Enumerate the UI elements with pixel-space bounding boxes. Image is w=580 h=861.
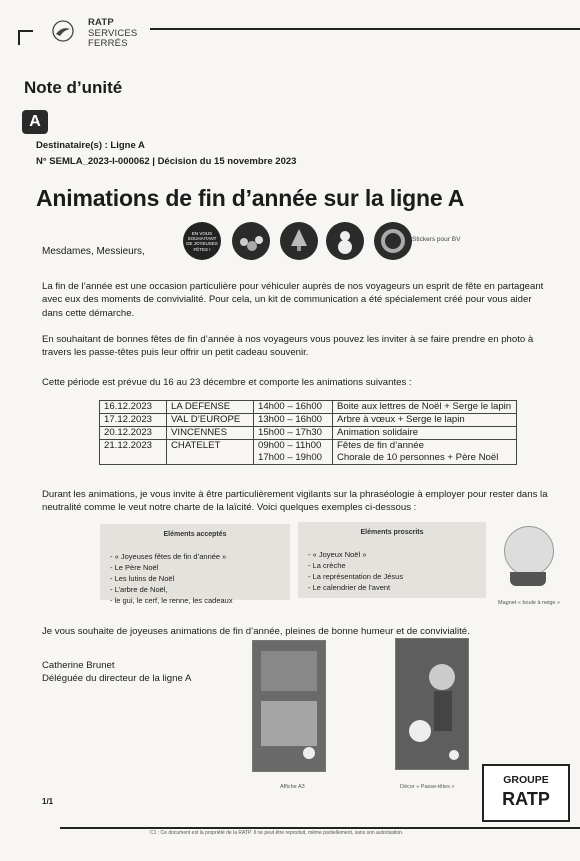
table-row (100, 401, 517, 414)
accepted-title: Eléments acceptés (163, 531, 227, 538)
time-cell: 14h00 – 16h00 (254, 401, 333, 414)
closing-paragraph: Je vous souhaite de joyeuses animations de fin d’année, pleines de bonne humeur et de convivialité. (42, 626, 470, 637)
list-item: - La représentation de Jésus (308, 571, 403, 582)
station-cell: VINCENNES (167, 427, 254, 440)
station-cell: VAL D’EUROPE (167, 414, 254, 427)
accepted-box (100, 524, 290, 605)
list-item: - le gui, le cerf, le renne, les cadeaux (110, 595, 233, 606)
time-cell: 09h00 – 11h00 17h00 – 19h00 (254, 440, 333, 465)
recipients: Destinataire(s) : Ligne A (36, 140, 145, 151)
period-paragraph: Cette période est prévue du 16 au 23 décembre et comporte les animations suivantes : (42, 377, 412, 388)
snow-globe-icon (504, 526, 554, 576)
signature-role: Déléguée du directeur de la ligne A (42, 673, 192, 684)
page-title: Animations de fin d’année sur la ligne A (36, 185, 465, 211)
forbidden-box (298, 522, 486, 598)
list-item: - L’arbre de Noël, (110, 584, 233, 595)
poster-a3-image (252, 640, 326, 772)
sticker-tree-icon (280, 222, 318, 260)
station-cell: CHATELET (167, 440, 254, 465)
sticker-snowman-icon (326, 222, 364, 260)
signature-name: Catherine Brunet (42, 660, 115, 671)
table-row (100, 440, 517, 465)
vigilance-paragraph: Durant les animations, je vous invite à être particulièrement vigilants sur la phraséologie à employer pour rester dans la neutralité comme le veut notre charte de la laïcité. Voici quelques exemples ci-dessous : (42, 489, 548, 514)
page-number: 1/1 (42, 797, 54, 806)
table-row (100, 414, 517, 427)
list-item: - La crèche (308, 560, 403, 571)
date-cell: 16.12.2023 (100, 401, 167, 414)
sticker-ornaments-icon (232, 222, 270, 260)
date-cell: 20.12.2023 (100, 427, 167, 440)
forbidden-list (308, 549, 403, 593)
date-cell: 21.12.2023 (100, 440, 167, 465)
note-title: Note d’unité (24, 78, 123, 97)
poster-a3-caption: Affiche A3 (280, 784, 305, 790)
snow-globe-base (510, 572, 546, 586)
top-rule (150, 28, 580, 30)
animation-schedule (99, 400, 517, 465)
list-item: - « Joyeux Noël » (308, 549, 403, 560)
list-item: - Les lutins de Noël (110, 573, 233, 584)
photo-booth-caption: Décor « Passe-têtes » (400, 784, 455, 790)
footer-note: C1 : Ce document est la propriété de la RATP. Il ne peut être reproduit, même partiellement, sans son autorisation. (150, 830, 404, 836)
time-cell: 15h00 – 17h30 (254, 427, 333, 440)
table-row (100, 427, 517, 440)
activity-cell: Arbre à vœux + Serge le lapin (333, 414, 517, 427)
ratp-logo-text: RATP SERVICES FERRÉS (88, 17, 138, 49)
line-badge: A (22, 110, 48, 134)
reference: N° SEMLA_2023-I-000062 | Décision du 15 novembre 2023 (36, 156, 297, 167)
date-cell: 17.12.2023 (100, 414, 167, 427)
list-item: - Le calendrier de l’avent (308, 582, 403, 593)
list-item: - « Joyeuses fêtes de fin d’année » (110, 551, 233, 562)
forbidden-title: Eléments proscrits (360, 529, 424, 536)
bottom-rule (60, 827, 580, 829)
activity-cell: Fêtes de fin d’année Chorale de 10 personnes + Père Noël (333, 440, 517, 465)
station-cell: LA DEFENSE (167, 401, 254, 414)
photo-paragraph: En souhaitant de bonnes fêtes de fin d’année à nos voyageurs vous pouvez les inviter à se faire prendre en photo à travers les passe-têtes puis leur offrir un petit cadeau souvenir. (42, 334, 534, 359)
photo-booth-decor-image (395, 638, 469, 770)
magnet-caption: Magnet « boule à neige » (498, 600, 561, 606)
corner-bracket (18, 30, 33, 45)
groupe-ratp-logo: GROUPE RATP (482, 764, 570, 822)
list-item: - Le Père Noël (110, 562, 233, 573)
intro-paragraph: La fin de l’année est une occasion particulière pour véhiculer auprès de nos voyageurs un esprit de fête en partageant avec eux des moments de convivialité. Pour cela, un kit de communication a été spécialement créé pour vous aider dans cette démarche. (42, 281, 544, 319)
stickers-label: Stickers pour BV (412, 236, 461, 243)
time-cell: 13h00 – 16h00 (254, 414, 333, 427)
activity-cell: Boite aux lettres de Noël + Serge le lapin (333, 401, 517, 414)
sticker-greeting: EN VOUS SOUHAITANT DE JOYEUSES FÊTES ! (183, 222, 221, 260)
salutation: Mesdames, Messieurs, (42, 246, 145, 257)
accepted-list (110, 551, 233, 606)
sticker-wreath-icon (374, 222, 412, 260)
ratp-logo-icon (52, 20, 74, 42)
activity-cell: Animation solidaire (333, 427, 517, 440)
